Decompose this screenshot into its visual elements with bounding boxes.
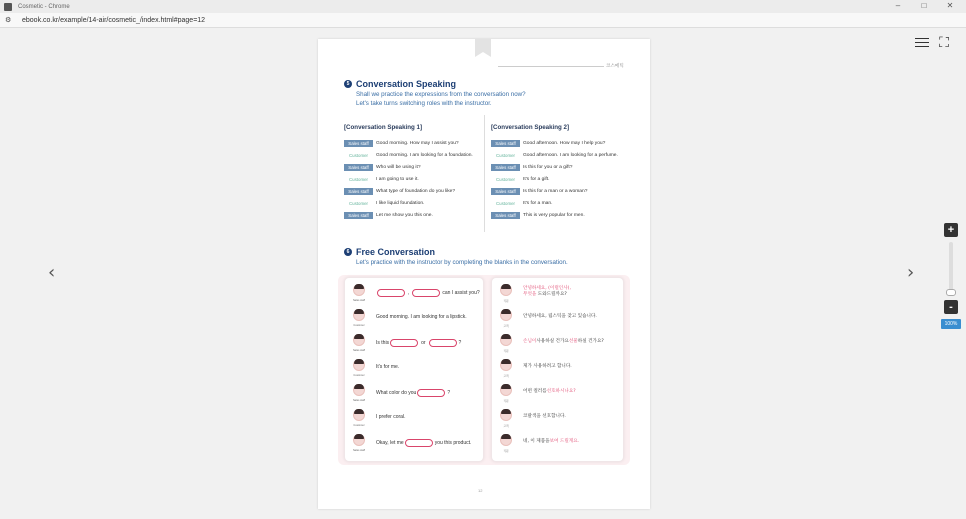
window-title: Cosmetic - Chrome (18, 3, 70, 10)
dialogue-row (344, 209, 494, 221)
conversation-line (376, 389, 450, 397)
free-conversation-row (351, 434, 481, 454)
role-label: Sales staff (344, 212, 373, 219)
window-titlebar (0, 0, 966, 13)
dialogue-text: This is very popular for men. (523, 212, 585, 218)
section-description (356, 91, 526, 108)
free-conversation-row (351, 334, 481, 354)
dialogue-text: Is this for you or a gift? (523, 164, 573, 170)
free-conversation-row (498, 284, 628, 304)
dialogue-text: It's for a man. (523, 200, 553, 206)
conversation-line (523, 339, 604, 345)
avatar-hair (501, 384, 511, 389)
dialogue-row (491, 149, 641, 161)
role-label: Sales staff (491, 164, 520, 171)
column-divider (484, 115, 485, 232)
text-fragment: 선물 (568, 339, 578, 344)
free-conversation-row (498, 309, 628, 329)
character-avatar (351, 284, 367, 304)
conversation-line (376, 414, 405, 420)
tune-icon[interactable]: ⚙ (5, 17, 12, 24)
dialogue-text: I am going to use it. (376, 176, 419, 182)
character-avatar (351, 359, 367, 379)
conversation-line (523, 364, 572, 370)
zoom-slider-thumb[interactable] (946, 289, 956, 296)
conversation-speaking-2 (491, 124, 641, 221)
role-label: Customer (348, 200, 369, 206)
conversation-line (376, 289, 480, 297)
dialogue-text: What type of foundation do you like? (376, 188, 456, 194)
role-label: Customer (495, 152, 516, 158)
dialogue-row (344, 185, 494, 197)
conversation-line (376, 339, 461, 347)
text-fragment: Good morning. I am looking for a lipstick. (376, 314, 467, 320)
prev-page-arrow[interactable]: ‹ (48, 262, 56, 283)
book-icon (4, 3, 12, 11)
fullscreen-button[interactable]: ⛶ (939, 34, 949, 50)
text-fragment: , (408, 290, 410, 296)
menu-icon-bar (915, 46, 929, 48)
role-label: Customer (348, 176, 369, 182)
avatar-caption: Customer (353, 374, 365, 377)
avatar-caption: Customer (353, 324, 365, 327)
text-fragment: What color do you (376, 390, 417, 396)
conversation-line (523, 314, 597, 320)
free-conversation-row (498, 384, 628, 404)
character-avatar (498, 334, 514, 354)
zoom-slider-track[interactable] (949, 242, 953, 294)
section-number-badge: 5 (344, 80, 352, 88)
dialogue-text: Let me show you this one. (376, 212, 433, 218)
dialogue-row (491, 197, 641, 209)
conversation-line (523, 439, 579, 445)
text-fragment: 선호하시나요? (546, 389, 576, 394)
dialogue-list (491, 137, 641, 221)
dialogue-text: I like liquid foundation. (376, 200, 425, 206)
role-label: Customer (495, 176, 516, 182)
answer-blank-input[interactable] (377, 289, 405, 297)
conversation-line (523, 389, 576, 395)
text-fragment: ? (458, 340, 462, 346)
close-button[interactable]: ✕ (946, 1, 954, 10)
text-fragment: 네, 이 제품을 (523, 439, 550, 444)
free-conversation-row (498, 434, 628, 454)
avatar-hair (354, 359, 364, 364)
bookmark-icon[interactable] (475, 39, 491, 57)
avatar-hair (354, 384, 364, 389)
text-fragment: ? (447, 390, 451, 396)
text-fragment: 도와드릴까요? (536, 292, 567, 297)
section-number-badge: 6 (344, 248, 352, 256)
text-fragment: It's for me. (376, 364, 400, 370)
dialogue-text: Who will be using it? (376, 164, 421, 170)
section-title-text: Free Conversation (356, 247, 436, 257)
dialogue-row (491, 161, 641, 173)
avatar-caption: 고객 (503, 425, 509, 428)
free-conversation-korean (491, 277, 624, 462)
avatar-hair (501, 334, 511, 339)
conversation-speaking-1 (344, 124, 494, 221)
address-bar (0, 13, 966, 28)
dialogue-text: Good morning. I am looking for a foundation. (376, 152, 473, 158)
role-label: Sales staff (344, 164, 373, 171)
ebook-page (318, 39, 650, 509)
free-conversation-row (351, 359, 481, 379)
avatar-hair (354, 309, 364, 314)
free-conversation-row (498, 334, 628, 354)
text-fragment: 보여 드릴게요. (549, 439, 580, 444)
restore-button[interactable]: □ (921, 1, 927, 10)
dialogue-row (344, 161, 494, 173)
avatar-caption: 직원 (503, 400, 509, 403)
avatar-hair (501, 409, 511, 414)
menu-button[interactable] (914, 35, 930, 49)
text-fragment: 무엇을 (523, 292, 537, 297)
avatar-caption: 직원 (503, 300, 509, 303)
avatar-hair (501, 284, 511, 289)
column-title: [Conversation Speaking 1] (344, 124, 423, 131)
text-fragment: you this product. (434, 440, 472, 446)
avatar-hair (354, 409, 364, 414)
menu-icon-bar (915, 42, 929, 44)
character-avatar (498, 309, 514, 329)
text-fragment: 하실 건가요? (577, 339, 604, 344)
answer-blank-input[interactable] (405, 439, 433, 447)
dialogue-row (491, 173, 641, 185)
text-fragment: 사용하실 건가요 (536, 339, 569, 344)
dialogue-row (344, 149, 494, 161)
avatar-caption: 직원 (503, 350, 509, 353)
text-fragment: 안녕하세요, 립스틱을 찾고 있습니다. (523, 314, 597, 319)
role-label: Sales staff (491, 140, 520, 147)
free-conversation-row (498, 359, 628, 379)
answer-blank-input[interactable] (390, 339, 418, 347)
section-title (344, 79, 456, 89)
character-avatar (351, 334, 367, 354)
answer-blank-input[interactable] (417, 389, 445, 397)
role-label: Sales staff (491, 212, 520, 219)
line (523, 292, 567, 298)
dialogue-text: Good afternoon. I am looking for a perfume. (523, 152, 618, 158)
text-fragment: 손님이 (523, 339, 537, 344)
character-avatar (498, 359, 514, 379)
column-title: [Conversation Speaking 2] (491, 124, 570, 131)
dialogue-row (491, 137, 641, 149)
avatar-hair (354, 434, 364, 439)
avatar-hair (354, 334, 364, 339)
conversation-line (376, 364, 399, 370)
avatar-caption: Sales staff (352, 399, 366, 402)
dialogue-list (344, 137, 494, 221)
text-fragment: 안녕하세요, (이럴인사), (523, 286, 571, 291)
free-conversation-row (351, 284, 481, 304)
dialogue-row (491, 185, 641, 197)
answer-blank-input[interactable] (412, 289, 440, 297)
character-avatar (351, 434, 367, 454)
text-fragment: Is this (376, 340, 390, 346)
avatar-hair (354, 284, 364, 289)
free-conversation-row (351, 309, 481, 329)
avatar-hair (501, 309, 511, 314)
avatar-caption: Sales staff (352, 349, 366, 352)
avatar-hair (501, 434, 511, 439)
url-field[interactable]: ebook.co.kr/example/14-air/cosmetic_/index.html#page=12 (22, 16, 206, 24)
role-label: Customer (348, 152, 369, 158)
free-conversation-english (344, 277, 484, 462)
dialogue-text: Good afternoon. How may I help you? (523, 140, 606, 146)
character-avatar (351, 309, 367, 329)
zoom-level-badge: 100% (941, 319, 961, 329)
answer-blank-input[interactable] (429, 339, 457, 347)
character-avatar (498, 409, 514, 429)
conversation-line (523, 414, 566, 420)
character-avatar (351, 384, 367, 404)
avatar-caption: Sales staff (352, 449, 366, 452)
description-line: Shall we practice the expressions from the conversation now? (356, 91, 526, 98)
role-label: Sales staff (344, 188, 373, 195)
role-label: Sales staff (344, 140, 373, 147)
page-number: 12 (478, 488, 483, 493)
text-fragment: 제가 사용하려고 합니다. (523, 364, 572, 369)
role-label: Sales staff (491, 188, 520, 195)
window-controls (892, 1, 956, 10)
text-fragment: 어떤 컬러를 (523, 389, 547, 394)
free-conversation-row (351, 409, 481, 429)
avatar-caption: Customer (353, 424, 365, 427)
header-divider (498, 66, 604, 67)
free-conversation-row (351, 384, 481, 404)
avatar-caption: Sales staff (352, 299, 366, 302)
avatar-caption: 직원 (503, 450, 509, 453)
dialogue-text: Good morning. How may I assist you? (376, 140, 459, 146)
text-fragment: or (421, 340, 426, 346)
section-title (344, 247, 435, 257)
character-avatar (498, 284, 514, 304)
dialogue-row (344, 173, 494, 185)
conversation-line (376, 439, 471, 447)
avatar-caption: 고객 (503, 375, 509, 378)
text-fragment: 코랄색을 선호합니다. (523, 414, 566, 419)
text-fragment: I prefer coral. (376, 414, 406, 420)
menu-icon-bar (915, 38, 929, 40)
section-description: Let's practice with the instructor by completing the blanks in the conversation. (356, 259, 568, 266)
free-conversation-row (498, 409, 628, 429)
dialogue-text: It's for a gift. (523, 176, 550, 182)
dialogue-text: Is this for a man or a woman? (523, 188, 588, 194)
minimize-button[interactable]: – (895, 1, 901, 10)
dialogue-row (344, 137, 494, 149)
section-title-text: Conversation Speaking (356, 79, 457, 89)
character-avatar (351, 409, 367, 429)
role-label: Customer (495, 200, 516, 206)
dialogue-row (491, 209, 641, 221)
chapter-tag: 코스메틱 (606, 64, 624, 69)
dialogue-row (344, 197, 494, 209)
next-page-arrow[interactable]: › (907, 262, 915, 283)
conversation-line (523, 286, 571, 298)
text-fragment: Okay, let me (376, 440, 404, 446)
character-avatar (498, 384, 514, 404)
avatar-hair (501, 359, 511, 364)
zoom-in-button[interactable]: + (944, 223, 958, 237)
description-line: Let's take turns switching roles with the instructor. (356, 99, 492, 107)
conversation-line (376, 314, 467, 320)
avatar-caption: 고객 (503, 325, 509, 328)
text-fragment: can I assist you? (442, 290, 480, 296)
character-avatar (498, 434, 514, 454)
zoom-out-button[interactable]: - (944, 300, 958, 314)
